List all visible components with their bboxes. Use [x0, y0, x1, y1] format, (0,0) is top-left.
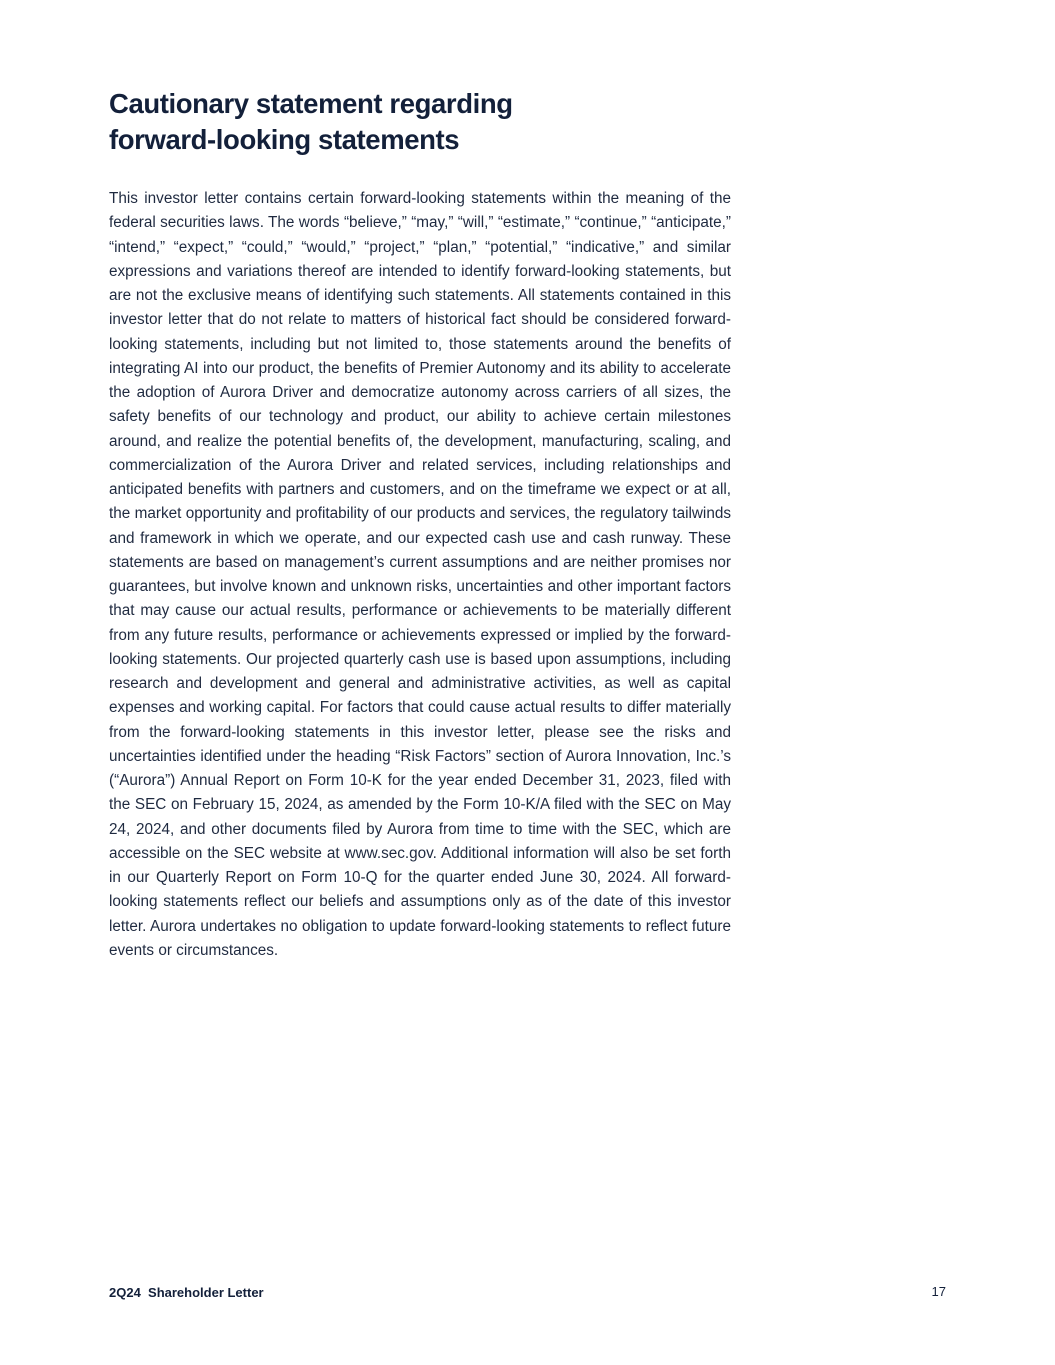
- cautionary-statement-paragraph: This investor letter contains certain forward-looking statements within the meaning of the federal securities laws. The words “believe,” “may,” “will,” “estimate,” “continue,” “anticipate,” “intend,” “expect,” “could,” “would,” “project,” “plan,” “potential,” “indicative,” and similar expressions and variations thereof are intended to identify forward-looking statements, but are not the exclusive means of identifying such statements. All statements contained in this investor letter that do not relate to matters of historical fact should be considered forward-looking statements, including but not limited to, those statements around the benefits of integrating AI into our product, the benefits of Premier Autonomy and its ability to accelerate the adoption of Aurora Driver and democratize autonomy across carriers of all sizes, the safety benefits of our technology and product, our ability to achieve certain milestones around, and realize the potential benefits of, the development, manufacturing, scaling, and commercialization of the Aurora Driver and related services, including relationships and anticipated benefits with partners and customers, and on the timeframe we expect or at all, the market opportunity and profitability of our products and services, the regulatory tailwinds and framework in which we operate, and our expected cash use and cash runway. These statements are based on management’s current assumptions and are neither promises nor guarantees, but involve known and unknown risks, uncertainties and other important factors that may cause our actual results, performance or achievements to be materially different from any future results, performance or achievements expressed or implied by the forward-looking statements. Our projected quarterly cash use is based upon assumptions, including research and development and general and administrative activities, as well as capital expenses and working capital. For factors that could cause actual results to differ materially from the forward-looking statements in this investor letter, please see the risks and uncertainties identified under the heading “Risk Factors” section of Aurora Innovation, Inc.’s (“Aurora”) Annual Report on Form 10-K for the year ended December 31, 2023, filed with the SEC on February 15, 2024, as amended by the Form 10-K/A filed with the SEC on May 24, 2024, and other documents filed by Aurora from time to time with the SEC, which are accessible on the SEC website at www.sec.gov. Additional information will also be set forth in our Quarterly Report on Form 10-Q for the quarter ended June 30, 2024. All forward-looking statements reflect our beliefs and assumptions only as of the date of this investor letter. Aurora undertakes no obligation to update forward-looking statements to reflect future events or circumstances.: [109, 190, 731, 959]
- page-title-line-2: forward-looking statements: [109, 124, 460, 155]
- page-title: [109, 86, 669, 158]
- page-number: 17: [931, 1284, 946, 1299]
- footer-document-label: 2Q24 Shareholder Letter: [109, 1285, 264, 1300]
- page-title-line-1: Cautionary statement regarding: [109, 88, 513, 119]
